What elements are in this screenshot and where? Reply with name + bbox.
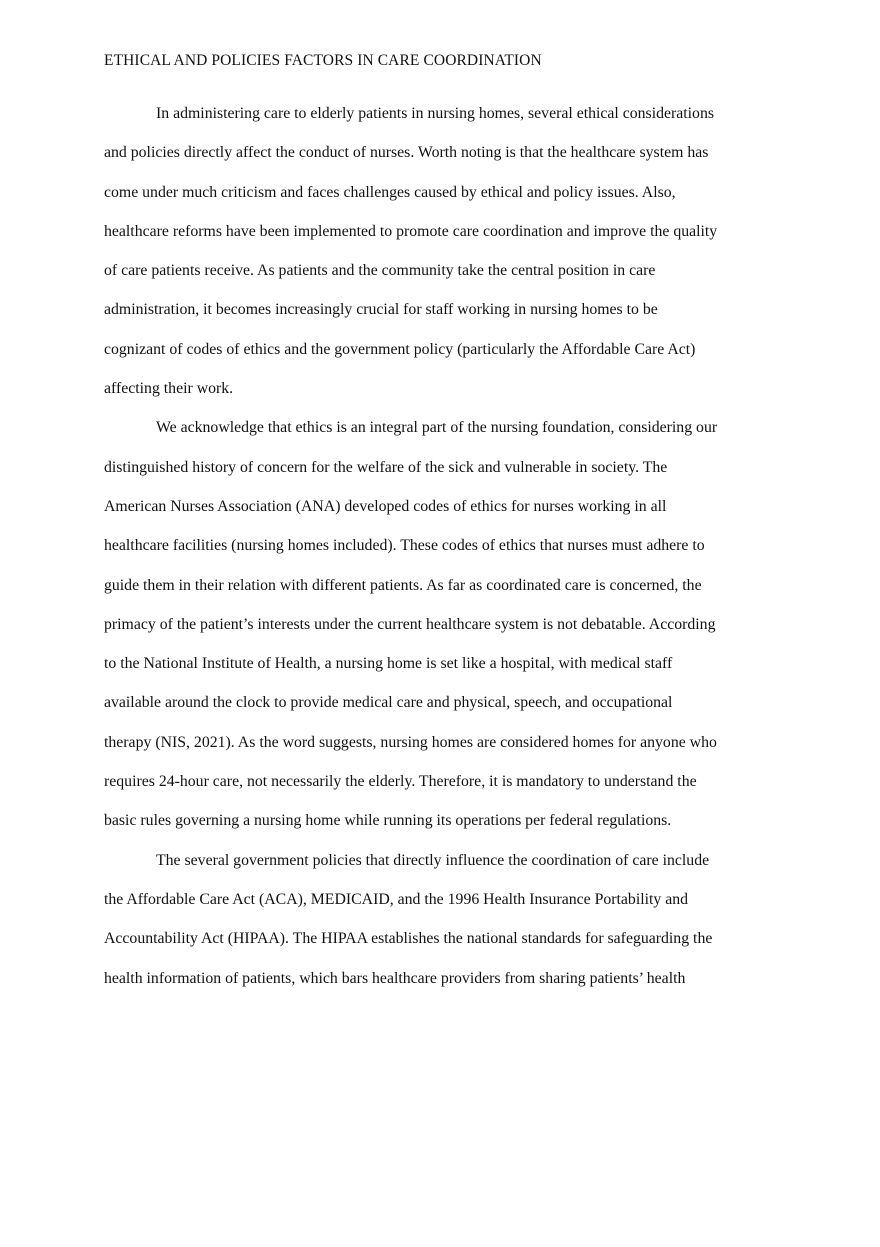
text-line: We acknowledge that ethics is an integral part of the nursing foundation, considering our bbox=[156, 419, 718, 437]
text-line: healthcare facilities (nursing homes included). These codes of ethics that nurses must adhere to bbox=[104, 537, 705, 555]
text-line: the Affordable Care Act (ACA), MEDICAID, and the 1996 Health Insurance Portability and bbox=[104, 890, 689, 908]
text-line: American Nurses Association (ANA) developed codes of ethics for nurses working in all bbox=[104, 497, 667, 515]
text-line: to the National Institute of Health, a nursing home is set like a hospital, with medical staff bbox=[104, 655, 673, 673]
text-line: distinguished history of concern for the welfare of the sick and vulnerable in society. The bbox=[104, 458, 668, 476]
paragraph-2 bbox=[104, 413, 794, 845]
text-line: Accountability Act (HIPAA). The HIPAA establishes the national standards for safeguarding the bbox=[104, 930, 713, 948]
paragraph-1 bbox=[104, 99, 794, 413]
text-line: requires 24-hour care, not necessarily the elderly. Therefore, it is mandatory to understand the bbox=[104, 773, 697, 791]
text-line: cognizant of codes of ethics and the government policy (particularly the Affordable Care Act) bbox=[104, 340, 696, 358]
text-line: affecting their work. bbox=[104, 380, 234, 398]
text-line: health information of patients, which bars healthcare providers from sharing patients’ health bbox=[104, 969, 686, 987]
text-line: basic rules governing a nursing home while running its operations per federal regulations. bbox=[104, 812, 672, 830]
text-line: available around the clock to provide medical care and physical, speech, and occupational bbox=[104, 694, 673, 712]
text-line: healthcare reforms have been implemented to promote care coordination and improve the quality bbox=[104, 222, 718, 240]
text-line: and policies directly affect the conduct of nurses. Worth noting is that the healthcare system has bbox=[104, 144, 709, 162]
text-line: of care patients receive. As patients and the community take the central position in care bbox=[104, 262, 656, 280]
paragraph-3 bbox=[104, 846, 794, 1003]
text-line: In administering care to elderly patients in nursing homes, several ethical considerations bbox=[156, 105, 714, 122]
text-line: The several government policies that directly influence the coordination of care include bbox=[156, 851, 710, 869]
text-line: therapy (NIS, 2021). As the word suggests, nursing homes are considered homes for anyone who bbox=[104, 733, 717, 751]
running-head: ETHICAL AND POLICIES FACTORS IN CARE COORDINATION bbox=[104, 52, 542, 69]
text-line: administration, it becomes increasingly crucial for staff working in nursing homes to be bbox=[104, 301, 658, 319]
text-line: come under much criticism and faces challenges caused by ethical and policy issues. Also, bbox=[104, 183, 676, 201]
text-line: primacy of the patient’s interests under the current healthcare system is not debatable. According bbox=[104, 615, 716, 633]
body-text bbox=[104, 99, 794, 1003]
text-line: guide them in their relation with different patients. As far as coordinated care is concerned, the bbox=[104, 576, 702, 594]
